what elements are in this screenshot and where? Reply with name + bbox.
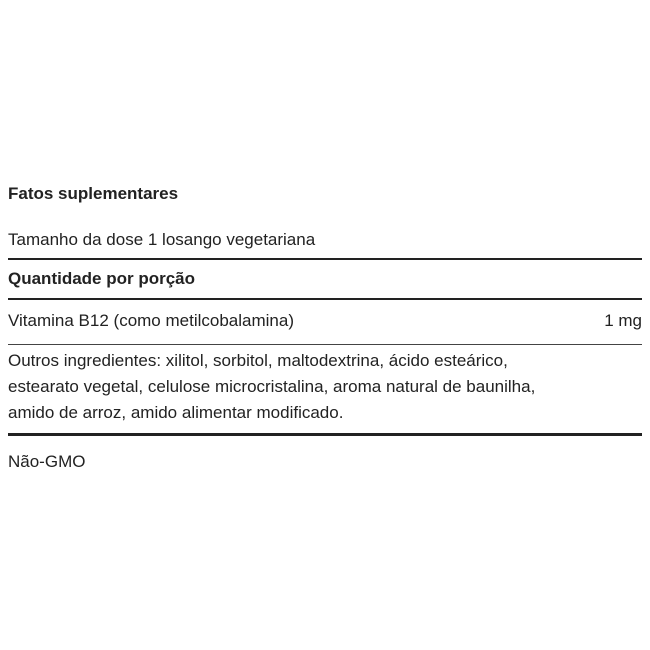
ingredients-line: amido de arroz, amido alimentar modificado.: [8, 403, 344, 422]
non-gmo-note: Não-GMO: [8, 452, 86, 471]
divider-rule: [8, 344, 642, 345]
other-ingredients: [8, 348, 642, 426]
facts-title: Fatos suplementares: [8, 184, 179, 203]
nutrient-row: [8, 310, 642, 332]
nutrient-amount: 1 mg: [604, 311, 642, 330]
divider-rule: [8, 433, 642, 436]
nutrient-name: Vitamina B12 (como metilcobalamina): [8, 311, 294, 330]
ingredients-line: estearato vegetal, celulose microcristalina, aroma natural de baunilha,: [8, 377, 536, 396]
serving-size: Tamanho da dose 1 losango vegetariana: [8, 230, 316, 249]
ingredients-line: Outros ingredientes: xilitol, sorbitol, maltodextrina, ácido esteárico,: [8, 351, 508, 370]
amount-per-serving-header: Quantidade por porção: [8, 269, 196, 288]
divider-rule: [8, 258, 642, 260]
divider-rule: [8, 298, 642, 300]
